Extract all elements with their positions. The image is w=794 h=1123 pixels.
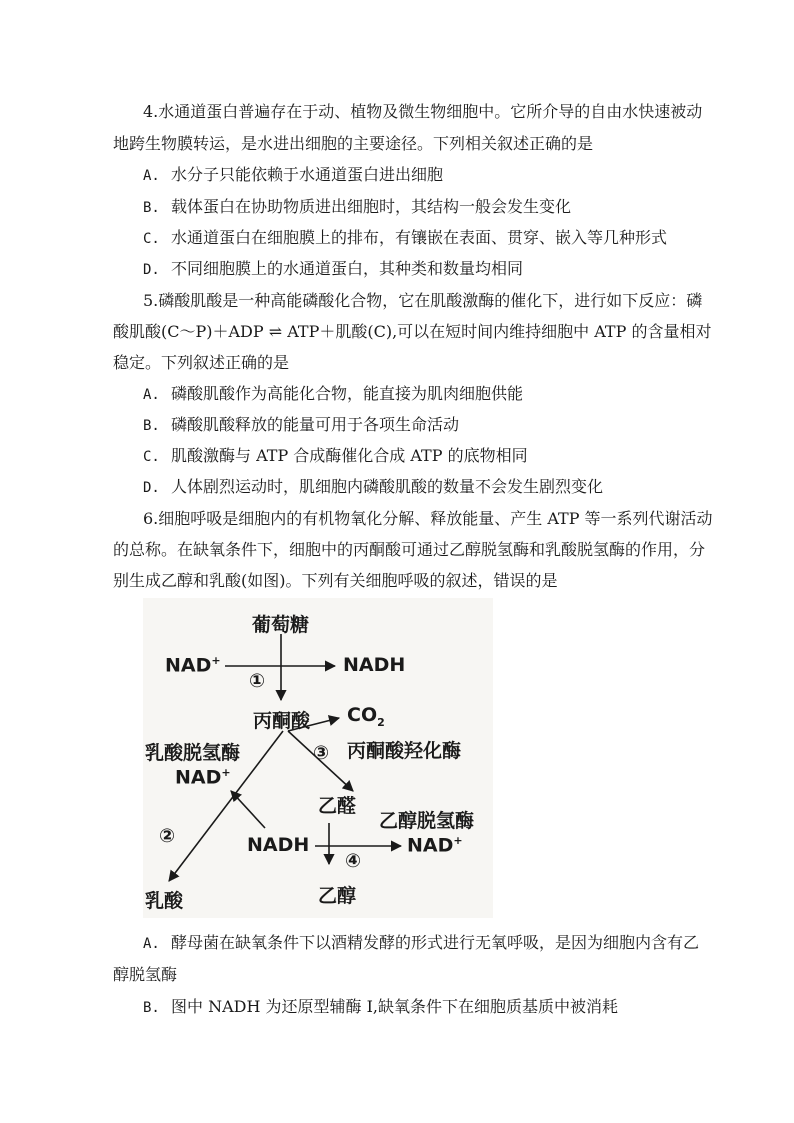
co2-text: CO — [347, 704, 378, 726]
label-nadh-top: NADH — [343, 654, 406, 676]
q6-stem-line2: 的总称。在缺氧条件下，细胞中的丙酮酸可通过乙醇脱氢酶和乳酸脱氢酶的作用，分 — [113, 540, 706, 559]
option-text: 酵母菌在缺氧条件下以酒精发酵的形式进行无氧呼吸，是因为细胞内含有乙 — [171, 933, 700, 952]
label-glucose: 葡萄糖 — [252, 614, 310, 636]
option-text: 水通道蛋白在细胞膜上的排布，有镶嵌在表面、贯穿、嵌入等几种形式 — [171, 228, 668, 247]
plus-superscript: + — [211, 654, 221, 667]
plus-superscript: + — [221, 766, 231, 779]
q4-option-b[interactable] — [143, 196, 571, 219]
q4-stem-line2: 地跨生物膜转运，是水进出细胞的主要途径。下列相关叙述正确的是 — [113, 134, 594, 153]
option-label: D. — [143, 262, 160, 278]
label-step4: ④ — [345, 850, 362, 872]
label-pyruvate-decarboxylase: 丙酮酸羟化酶 — [347, 740, 462, 762]
option-text: 人体剧烈运动时，肌细胞内磷酸肌酸的数量不会发生剧烈变化 — [171, 477, 604, 496]
option-label: A. — [143, 387, 160, 403]
q5-option-a[interactable] — [143, 383, 523, 406]
nad-right-text: NAD — [407, 834, 454, 857]
option-text: 磷酸肌酸作为高能化合物，能直接为肌肉细胞供能 — [171, 384, 524, 403]
label-ethanol: 乙醇 — [318, 885, 357, 907]
label-step2: ② — [159, 825, 176, 847]
option-label: A. — [143, 168, 160, 184]
q5-stem-line1: 5.磷酸肌酸是一种高能磷酸化合物，它在肌酸激酶的催化下，进行如下反应：磷 — [143, 291, 703, 310]
q6-stem-line1: 6.细胞呼吸是细胞内的有机物氧化分解、释放能量、产生 ATP 等一系列代谢活动 — [143, 509, 713, 528]
option-text: 肌酸激酶与 ATP 合成酶催化合成 ATP 的底物相同 — [171, 446, 528, 465]
q5-option-b[interactable] — [143, 414, 459, 437]
label-nad-right — [407, 834, 463, 856]
option-label: C. — [143, 449, 160, 465]
q4-option-d[interactable] — [143, 258, 523, 281]
q5-stem-line2: 酸肌酸(C～P)＋ADP ⇌ ATP＋肌酸(C),可以在短时间内维持细胞中 ATP 的含量相对 — [113, 322, 712, 341]
option-label: C. — [143, 231, 160, 247]
option-label: B. — [143, 418, 160, 434]
option-text: 载体蛋白在协助物质进出细胞时，其结构一般会发生变化 — [171, 197, 572, 216]
option-label: B. — [143, 200, 160, 216]
option-text: 图中 NADH 为还原型辅酶 I,缺氧条件下在细胞质基质中被消耗 — [171, 997, 619, 1016]
label-nadh-bottom: NADH — [247, 834, 310, 856]
nad-mid-text: NAD — [175, 766, 222, 789]
label-alcohol-dehydrogenase: 乙醇脱氢酶 — [379, 810, 475, 832]
arrow-nadh-nad-mid — [231, 791, 265, 828]
q6-option-a-cont: 醇脱氢酶 — [113, 965, 178, 984]
q6-option-a[interactable] — [143, 932, 699, 955]
plus-superscript: + — [453, 834, 463, 847]
option-text: 不同细胞膜上的水通道蛋白，其种类和数量均相同 — [171, 259, 524, 278]
q6-option-b[interactable] — [143, 996, 618, 1019]
option-text: 水分子只能依赖于水通道蛋白进出细胞 — [171, 165, 444, 184]
label-lactate: 乳酸 — [145, 890, 184, 912]
label-co2 — [347, 704, 385, 729]
respiration-diagram — [143, 598, 493, 918]
q4-option-a[interactable] — [143, 164, 443, 187]
option-text: 磷酸肌酸释放的能量可用于各项生命活动 — [171, 415, 460, 434]
option-label: B. — [143, 1000, 160, 1016]
label-nad-left — [165, 654, 221, 676]
label-nad-mid — [175, 766, 231, 788]
label-lactate-dehydrogenase: 乳酸脱氢酶 — [145, 742, 241, 764]
q4-option-c[interactable] — [143, 227, 667, 250]
co2-subscript: 2 — [377, 715, 385, 729]
q5-option-d[interactable] — [143, 476, 603, 499]
q6-stem-line3: 别生成乙醇和乳酸(如图)。下列有关细胞呼吸的叙述，错误的是 — [113, 571, 558, 590]
q5-stem-line3: 稳定。下列叙述正确的是 — [113, 353, 290, 372]
q4-stem-line1: 4.水通道蛋白普遍存在于动、植物及微生物细胞中。它所介导的自由水快速被动 — [143, 102, 703, 121]
label-step1: ① — [249, 670, 266, 692]
label-acetaldehyde: 乙醛 — [318, 795, 357, 817]
q5-option-c[interactable] — [143, 445, 528, 468]
label-pyruvate: 丙酮酸 — [253, 710, 311, 732]
nad-left-text: NAD — [165, 654, 212, 677]
option-label: D. — [143, 480, 160, 496]
option-label: A. — [143, 936, 160, 952]
label-step3: ③ — [313, 742, 330, 764]
